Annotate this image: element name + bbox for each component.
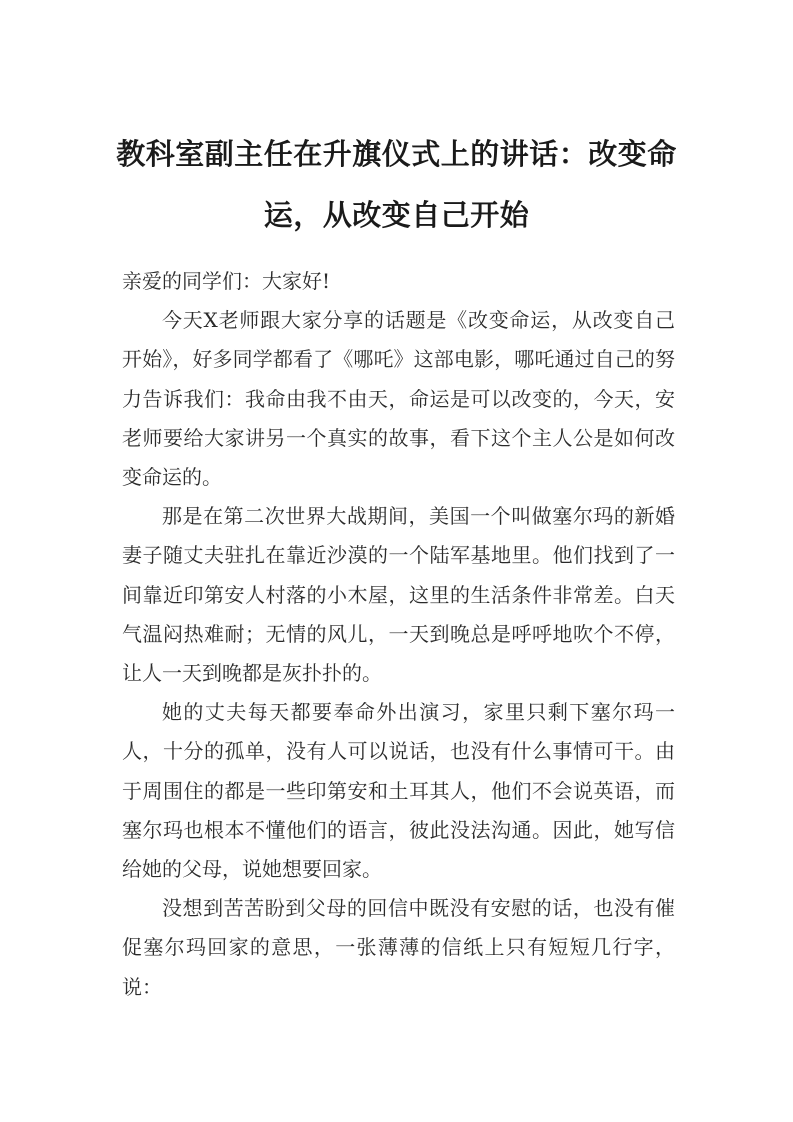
paragraph: 她的丈夫每天都要奉命外出演习，家里只剩下塞尔玛一人，十分的孤单，没有人可以说话，也没有什么事情可干。由于周围住的都是一些印第安和土耳其人，他们不会说英语，而塞尔玛也根本不懂他们的语言，彼此没法沟通。因此，她写信给她的父母，说她想要回家。 xyxy=(122,700,675,882)
paragraph: 没想到苦苦盼到父母的回信中既没有安慰的话，也没有催促塞尔玛回家的意思，一张薄薄的信纸上只有短短几行字，说： xyxy=(122,896,675,999)
paragraph: 今天X老师跟大家分享的话题是《改变命运，从改变自己开始》，好多同学都看了《哪吒》这部电影，哪吒通过自己的努力告诉我们：我命由我不由天，命运是可以改变的，今天，安老师要给大家讲另一个真实的故事，看下这个主人公是如何改变命运的。 xyxy=(122,308,675,490)
document-body xyxy=(122,262,675,1007)
document-title: 教科室副主任在升旗仪式上的讲话：改变命运，从改变自己开始 xyxy=(116,137,677,232)
paragraph: 那是在第二次世界大战期间，美国一个叫做塞尔玛的新婚妻子随丈夫驻扎在靠近沙漠的一个陆军基地里。他们找到了一间靠近印第安人村落的小木屋，这里的生活条件非常差。白天气温闷热难耐；无情的风儿，一天到晚总是呼呼地吹个不停，让人一天到晚都是灰扑扑的。 xyxy=(122,504,675,686)
greeting-line: 亲爱的同学们：大家好! xyxy=(122,269,331,293)
